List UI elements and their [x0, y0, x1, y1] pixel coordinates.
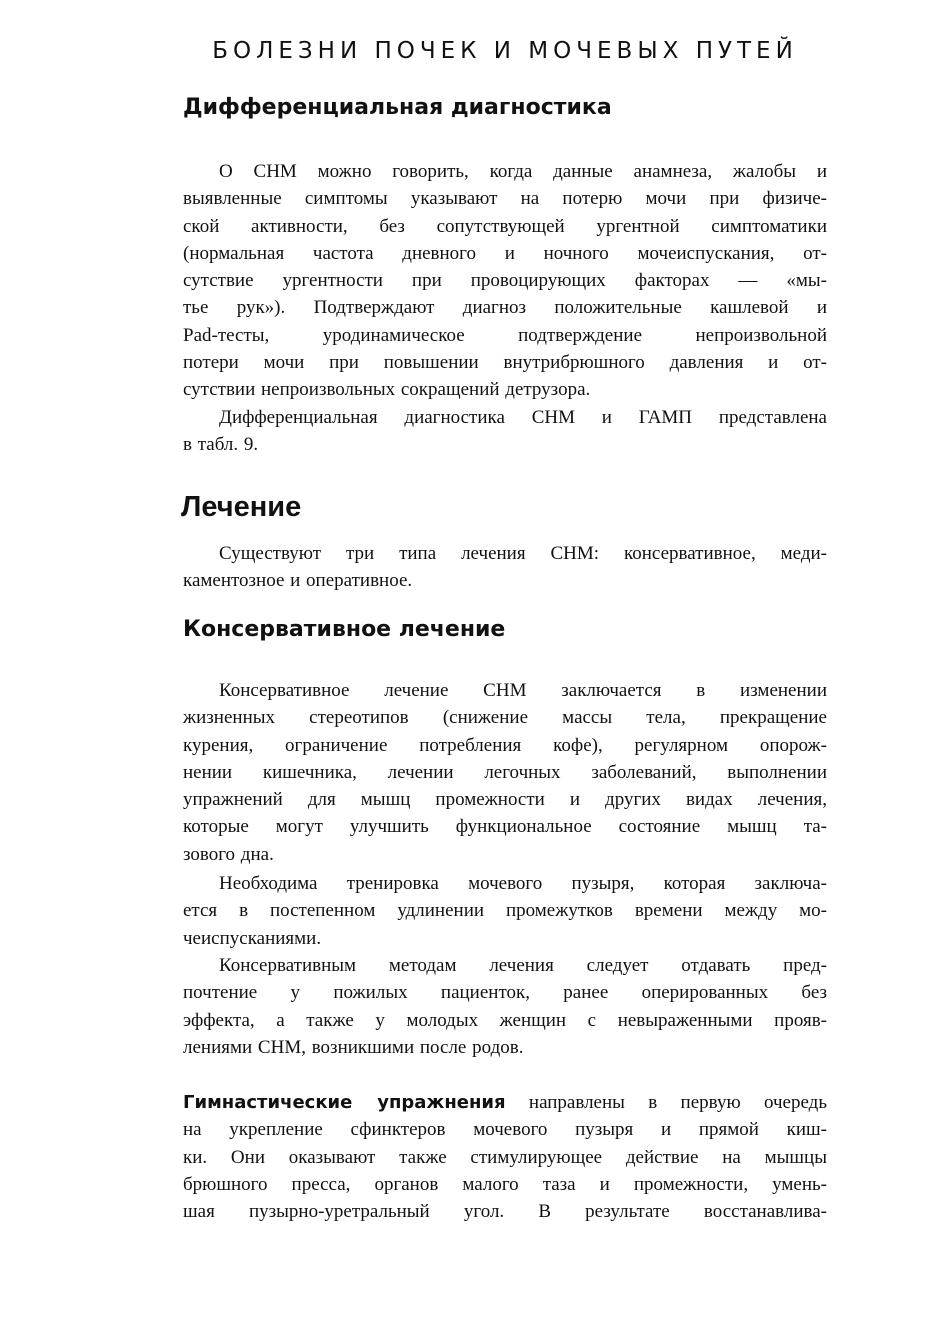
text-line: О СНМ можно говорить, когда данные анамнеза, жалобы и: [219, 161, 827, 182]
text-line: ской активности, без сопутствующей ургентной симптоматики: [183, 215, 827, 237]
text-line: выявленные симптомы указывают на потерю мочи при физиче-: [183, 188, 827, 210]
text-line: Существуют три типа лечения СНМ: консервативное, меди-: [219, 543, 827, 564]
section-heading-conservative: Консервативное лечение: [183, 617, 506, 642]
running-head: БОЛЕЗНИ ПОЧЕК И МОЧЕВЫХ ПУТЕЙ: [212, 38, 798, 64]
text-line: сутствие ургентности при провоцирующих факторах — «мы-: [183, 270, 827, 292]
text-line: Дифференциальная диагностика СНМ и ГАМП представлена: [219, 407, 827, 428]
text-line: Консервативное лечение СНМ заключается в изменении: [219, 680, 827, 701]
paragraph-conservative-2: [183, 870, 827, 952]
text-line: Консервативным методам лечения следует отдавать пред-: [219, 955, 827, 976]
text-line: [183, 1089, 827, 1116]
section-heading-differential: Дифференциальная диагностика: [183, 95, 612, 120]
paragraph-conservative-3: [183, 952, 827, 1061]
text-line: Pad-тесты, уродинамическое подтверждение непроизвольной: [183, 324, 827, 346]
text-line: чеиспусканиями.: [183, 927, 322, 949]
text-line: тье рук»). Подтверждают диагноз положительные кашлевой и: [183, 297, 827, 319]
text-line: нении кишечника, лечении легочных заболеваний, выполнении: [183, 761, 827, 783]
text-line: сутствии непроизвольных сокращений детрузора.: [183, 379, 591, 401]
text-line: в табл. 9.: [183, 434, 259, 456]
runin-heading-gymnastics: Гимнастические упражнения: [183, 1092, 506, 1113]
text-line: Необходима тренировка мочевого пузыря, которая заключа-: [219, 873, 827, 894]
text-fragment: направлены в первую очередь: [505, 1092, 827, 1113]
text-line: эффекта, а также у молодых женщин с невыраженными прояв-: [183, 1009, 827, 1031]
paragraph-gymnastics: [183, 1089, 827, 1225]
text-line: на укрепление сфинктеров мочевого пузыря и прямой киш-: [183, 1119, 827, 1141]
text-line: ки. Они оказывают также стимулирующее действие на мышцы: [183, 1146, 827, 1168]
text-line: почтение у пожилых пациенток, ранее оперированных без: [183, 982, 827, 1004]
text-line: каментозное и оперативное.: [183, 570, 413, 592]
paragraph-differential-2: [183, 404, 827, 459]
paragraph-treatment-1: [183, 540, 827, 595]
text-line: брюшного пресса, органов малого таза и промежности, умень-: [183, 1173, 827, 1195]
paragraph-conservative-1: [183, 677, 827, 868]
text-line: шая пузырно-уретральный угол. В результате восстанавлива-: [183, 1201, 827, 1223]
text-line: потери мочи при повышении внутрибрюшного давления и от-: [183, 352, 827, 374]
text-line: зового дна.: [183, 843, 274, 865]
text-line: ется в постепенном удлинении промежутков времени между мо-: [183, 900, 827, 922]
paragraph-differential-1: [183, 158, 827, 404]
text-line: которые могут улучшить функциональное состояние мышц та-: [183, 816, 827, 838]
text-line: жизненных стереотипов (снижение массы тела, прекращение: [183, 707, 827, 729]
text-line: (нормальная частота дневного и ночного мочеиспускания, от-: [183, 242, 827, 264]
text-line: курения, ограничение потребления кофе), регулярном опорож-: [183, 734, 827, 756]
text-line: упражнений для мышц промежности и других видах лечения,: [183, 789, 827, 811]
section-heading-treatment: Лечение: [181, 491, 302, 523]
text-line: лениями СНМ, возникшими после родов.: [183, 1036, 524, 1058]
